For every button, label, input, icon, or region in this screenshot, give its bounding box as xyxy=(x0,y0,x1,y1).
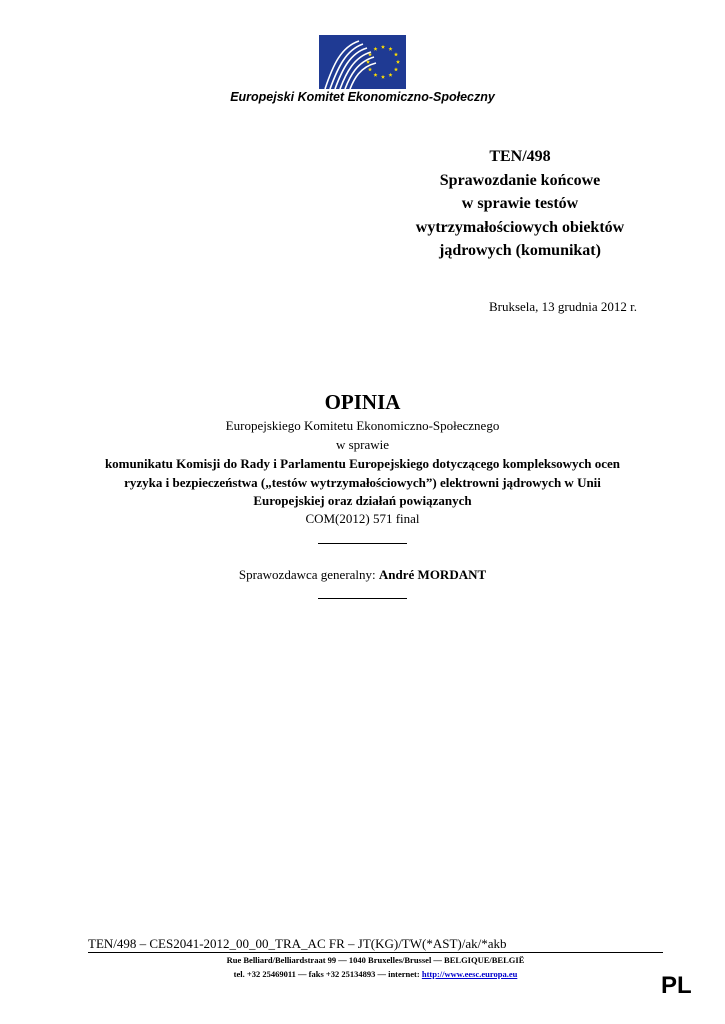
title-line-2: w sprawie testów xyxy=(461,195,579,212)
subject-line-1: komunikatu Komisji do Rady i Parlamentu Europejskiego dotyczącego kompleksowych ocen xyxy=(104,456,621,471)
footer-address: Rue Belliard/Belliardstraat 99 — 1040 Bruxelles/Brussel — BELGIQUE/BELGIË xyxy=(226,955,525,965)
footer-document-reference: TEN/498 – CES2041-2012_00_00_TRA_AC FR – JT(KG)/TW(*AST)/ak/*akb xyxy=(88,936,507,951)
title-line-3: wytrzymałościowych obiektów xyxy=(415,218,625,236)
footer-contact-text: tel. +32 25469011 — faks +32 25134893 — internet: xyxy=(233,969,422,979)
rapporteur-label: Sprawozdawca generalny: xyxy=(238,567,379,582)
footer-contact xyxy=(88,969,663,979)
organization-name: Europejski Komitet Ekonomiczno-Społeczny xyxy=(230,90,495,104)
regarding-text: w sprawie xyxy=(335,437,390,452)
title-line-1: Sprawozdanie końcowe xyxy=(439,171,601,189)
com-reference: COM(2012) 571 final xyxy=(305,511,420,526)
committee-name: Europejskiego Komitetu Ekonomiczno-Społecznego xyxy=(225,418,500,433)
title-line-4: jądrowych (komunikat) xyxy=(439,242,601,259)
language-code: PL xyxy=(661,972,692,999)
document-title xyxy=(390,145,650,263)
place-and-date: Bruksela, 13 grudnia 2012 r. xyxy=(488,299,637,314)
website-link[interactable]: http://www.eesc.europa.eu xyxy=(421,969,518,979)
opinion-heading: OPINIA xyxy=(324,390,401,414)
separator-line xyxy=(318,598,407,599)
rapporteur xyxy=(0,567,725,583)
subject-line-3: Europejskiej oraz działań powiązanych xyxy=(253,493,472,508)
subject-line-2: ryzyka i bezpieczeństwa („testów wytrzymałościowych”) elektrowni jądrowych w Unii xyxy=(124,474,601,490)
eesc-logo xyxy=(319,35,406,89)
document-reference: TEN/498 xyxy=(489,148,551,165)
footer-divider xyxy=(88,952,663,953)
rapporteur-name: André MORDANT xyxy=(378,567,487,582)
separator-line xyxy=(318,543,407,544)
opinion-subject xyxy=(90,455,635,511)
